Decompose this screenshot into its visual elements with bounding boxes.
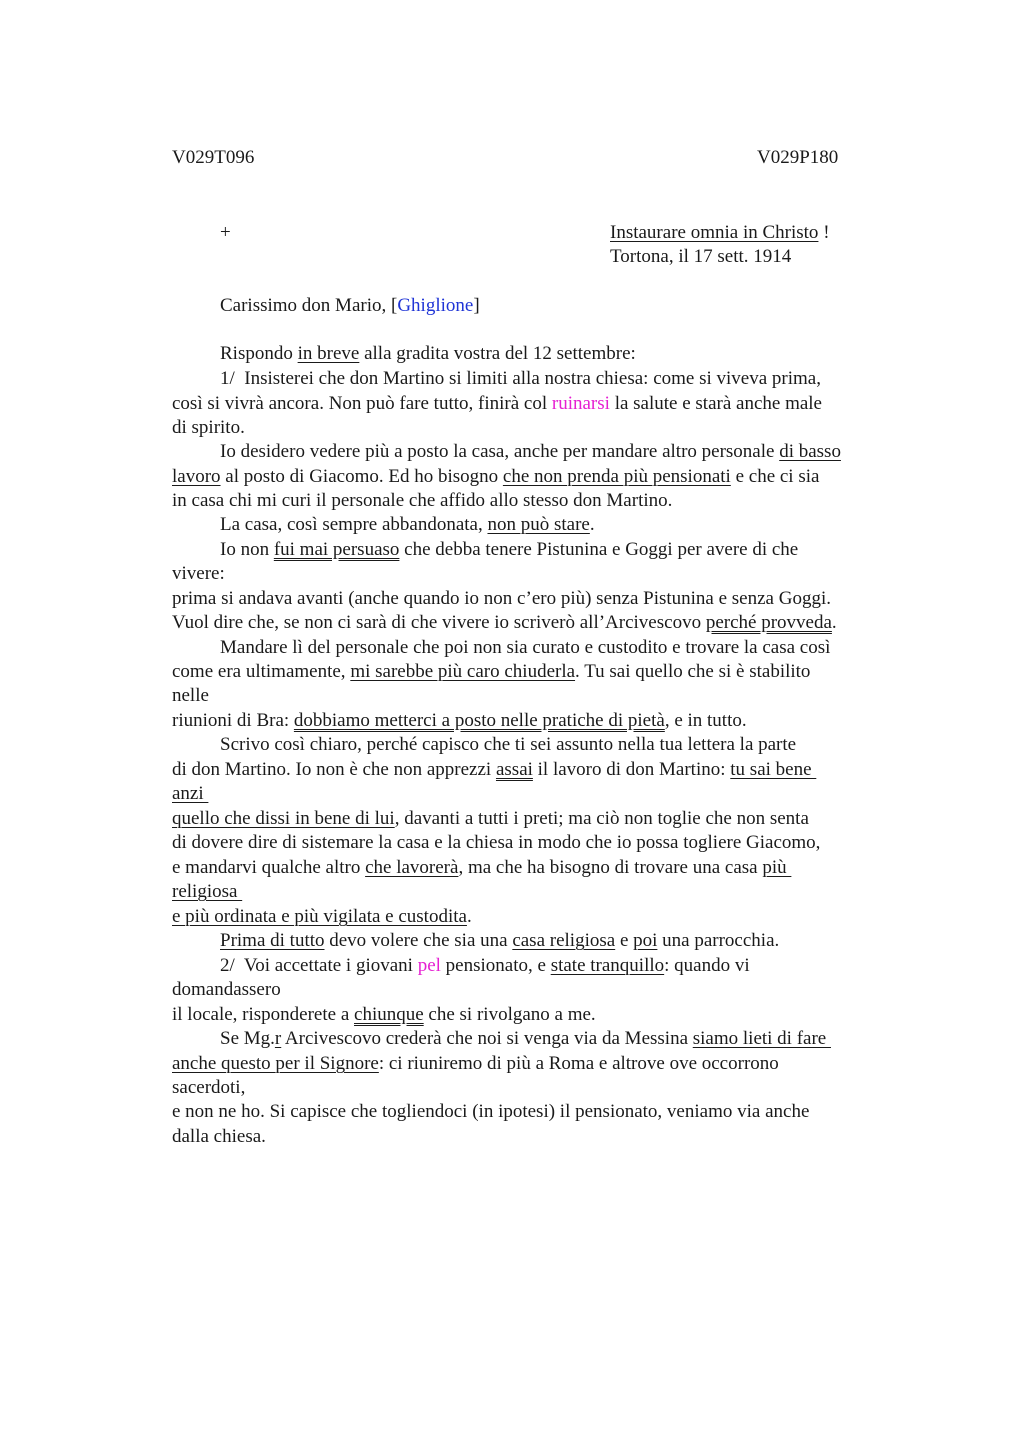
underlined-text: di basso — [779, 441, 841, 462]
text-line — [220, 440, 841, 464]
underlined-text: più — [762, 857, 792, 878]
text-segment: riunioni di Bra: — [172, 710, 294, 731]
text-segment: e che ci sia — [730, 466, 820, 487]
text-segment: , e in tutto. — [664, 710, 747, 731]
text-line — [172, 392, 822, 416]
underlined-text: perché provveda — [705, 612, 832, 633]
text-segment: 1/ Insisterei che don Martino si limiti alla nostra chiesa: come si viveva prima, — [220, 368, 821, 389]
salutation-text: Carissimo don Mario, [ — [220, 295, 398, 316]
underlined-text: tu sai bene — [730, 759, 817, 780]
text-segment: il lavoro di don Martino: — [532, 759, 731, 780]
text-segment: Vuol dire che, se non ci sarà di che vivere io scriverò all’Arcivescovo — [172, 612, 706, 633]
text-line — [172, 758, 816, 782]
text-segment: Scrivo così chiaro, perché capisco che ti sei assunto nella tua lettera la parte — [220, 734, 797, 755]
text-segment: il locale, risponderete a — [172, 1004, 355, 1025]
text-segment: sacerdoti, — [172, 1077, 246, 1098]
text-line — [172, 1052, 779, 1076]
text-segment: in casa chi mi curi il personale che affido allo stesso don Martino. — [172, 490, 673, 511]
text-segment: Io desidero vedere più a posto la casa, anche per mandare altro personale — [220, 441, 780, 462]
text-segment: 2/ Voi accettate i giovani — [220, 955, 418, 976]
salutation — [220, 294, 480, 318]
motto — [610, 221, 830, 245]
underlined-text: quello che dissi in bene di lui — [172, 808, 395, 829]
text-segment: Arcivescovo crederà che noi si venga via da Messina — [281, 1028, 693, 1049]
text-line — [220, 636, 830, 660]
text-line — [172, 416, 245, 440]
text-segment: che si rivolgano a me. — [423, 1004, 596, 1025]
motto-exclamation: ! — [818, 222, 830, 243]
text-line — [220, 1027, 831, 1051]
text-segment: domandassero — [172, 979, 281, 1000]
text-segment: . — [589, 514, 595, 535]
text-segment: : quando vi — [664, 955, 750, 976]
text-segment: così si vivrà ancora. Non può fare tutto, finirà col — [172, 393, 552, 414]
text-line — [172, 587, 831, 611]
text-line — [220, 513, 595, 537]
text-line — [220, 929, 779, 953]
underlined-text: siamo lieti di fare — [692, 1028, 831, 1049]
text-segment: . — [831, 612, 837, 633]
text-line — [172, 978, 281, 1002]
underlined-text: state tranquillo — [550, 955, 665, 976]
salutation-close: ] — [473, 295, 480, 316]
text-line — [220, 342, 636, 366]
text-line — [172, 782, 208, 806]
highlighted-text: pel — [417, 955, 441, 976]
text-segment: pensionato, e — [440, 955, 551, 976]
motto-text: Instaurare omnia in Christo — [610, 222, 819, 243]
text-segment: e — [615, 930, 634, 951]
text-segment: . — [466, 906, 472, 927]
text-segment: Io non — [220, 539, 274, 560]
text-line — [220, 954, 750, 978]
text-segment: vivere: — [172, 563, 225, 584]
place-date: Tortona, il 17 sett. 1914 — [610, 246, 792, 267]
text-segment: Mandare lì del personale che poi non sia curato e custodito e trovare la casa così — [220, 637, 831, 658]
recipient-name: Ghiglione — [397, 295, 474, 316]
text-line — [172, 1076, 245, 1100]
text-segment: , davanti a tutti i preti; ma ciò non toglie che non senta — [394, 808, 809, 829]
document-code-right: V029P180 — [757, 147, 839, 168]
underlined-text: che non prenda più pensionati — [502, 466, 731, 487]
text-segment: nelle — [172, 685, 209, 706]
underlined-text: Prima di tutto — [220, 930, 325, 951]
text-segment: che debba tenere Pistunina e Goggi per avere di che — [399, 539, 799, 560]
text-segment: e mandarvi qualche altro — [172, 857, 366, 878]
text-line — [172, 660, 810, 684]
text-segment: dalla chiesa. — [172, 1126, 266, 1147]
text-line — [220, 538, 798, 562]
text-segment: la salute e starà anche male — [609, 393, 822, 414]
text-segment: al posto di Giacomo. Ed ho bisogno — [220, 466, 503, 487]
underlined-text: assai — [495, 759, 533, 780]
underlined-text: casa religiosa — [512, 930, 616, 951]
highlighted-text: ruinarsi — [551, 393, 610, 414]
underlined-text: lavoro — [172, 466, 221, 487]
underlined-text: anzi — [172, 783, 209, 804]
text-segment: . Tu sai quello che si è stabilito — [575, 661, 811, 682]
text-segment: e non ne ho. Si capisce che togliendoci (in ipotesi) il pensionato, veniamo via anche — [172, 1101, 810, 1122]
underlined-text: r — [274, 1028, 282, 1049]
underlined-text: non può stare — [487, 514, 590, 535]
text-line — [172, 831, 820, 855]
text-segment: come era ultimamente, — [172, 661, 351, 682]
underlined-text: religiosa — [172, 881, 243, 902]
text-line — [172, 684, 209, 708]
underlined-text: fui mai persuaso — [273, 539, 400, 560]
text-line — [172, 856, 791, 880]
text-line — [172, 880, 242, 904]
text-line — [172, 489, 672, 513]
underlined-text: e più ordinata e più vigilata e custodita — [172, 906, 467, 927]
text-line — [220, 733, 796, 757]
underlined-text: dobbiamo metterci a posto nelle pratiche di pietà — [293, 710, 665, 731]
text-line — [172, 709, 747, 733]
text-segment: , ma che ha bisogno di trovare una casa — [458, 857, 763, 878]
text-segment: di don Martino. Io non è che non apprezzi — [172, 759, 496, 780]
underlined-text: anche questo per il Signore — [172, 1053, 379, 1074]
text-segment: prima si andava avanti (anche quando io non c’ero più) senza Pistunina e senza Goggi. — [172, 588, 831, 609]
text-segment: una parrocchia. — [657, 930, 780, 951]
text-line — [172, 1100, 809, 1124]
text-segment: alla gradita vostra del 12 settembre: — [359, 343, 636, 364]
text-segment: di spirito. — [172, 417, 245, 438]
text-line — [172, 465, 819, 489]
underlined-text: poi — [633, 930, 658, 951]
text-segment: La casa, così sempre abbandonata, — [220, 514, 488, 535]
text-line — [172, 1003, 596, 1027]
cross-mark: + — [220, 222, 231, 243]
text-line — [220, 367, 821, 391]
document-code-left: V029T096 — [172, 147, 255, 168]
text-segment: : ci riuniremo di più a Roma e altrove ove occorrono — [378, 1053, 779, 1074]
text-line — [172, 807, 809, 831]
underlined-text: in breve — [297, 343, 360, 364]
text-line — [172, 611, 837, 635]
underlined-text: chiunque — [354, 1004, 424, 1025]
text-line — [172, 562, 225, 586]
text-segment: Se Mg. — [220, 1028, 275, 1049]
text-line — [172, 1125, 266, 1149]
text-segment: Rispondo — [220, 343, 298, 364]
text-line — [172, 905, 472, 929]
underlined-text: mi sarebbe più caro chiuderla — [350, 661, 576, 682]
underlined-text: che lavorerà — [365, 857, 459, 878]
text-segment: di dovere dire di sistemare la casa e la chiesa in modo che io possa togliere Giacomo, — [172, 832, 821, 853]
text-segment: devo volere che sia una — [324, 930, 513, 951]
